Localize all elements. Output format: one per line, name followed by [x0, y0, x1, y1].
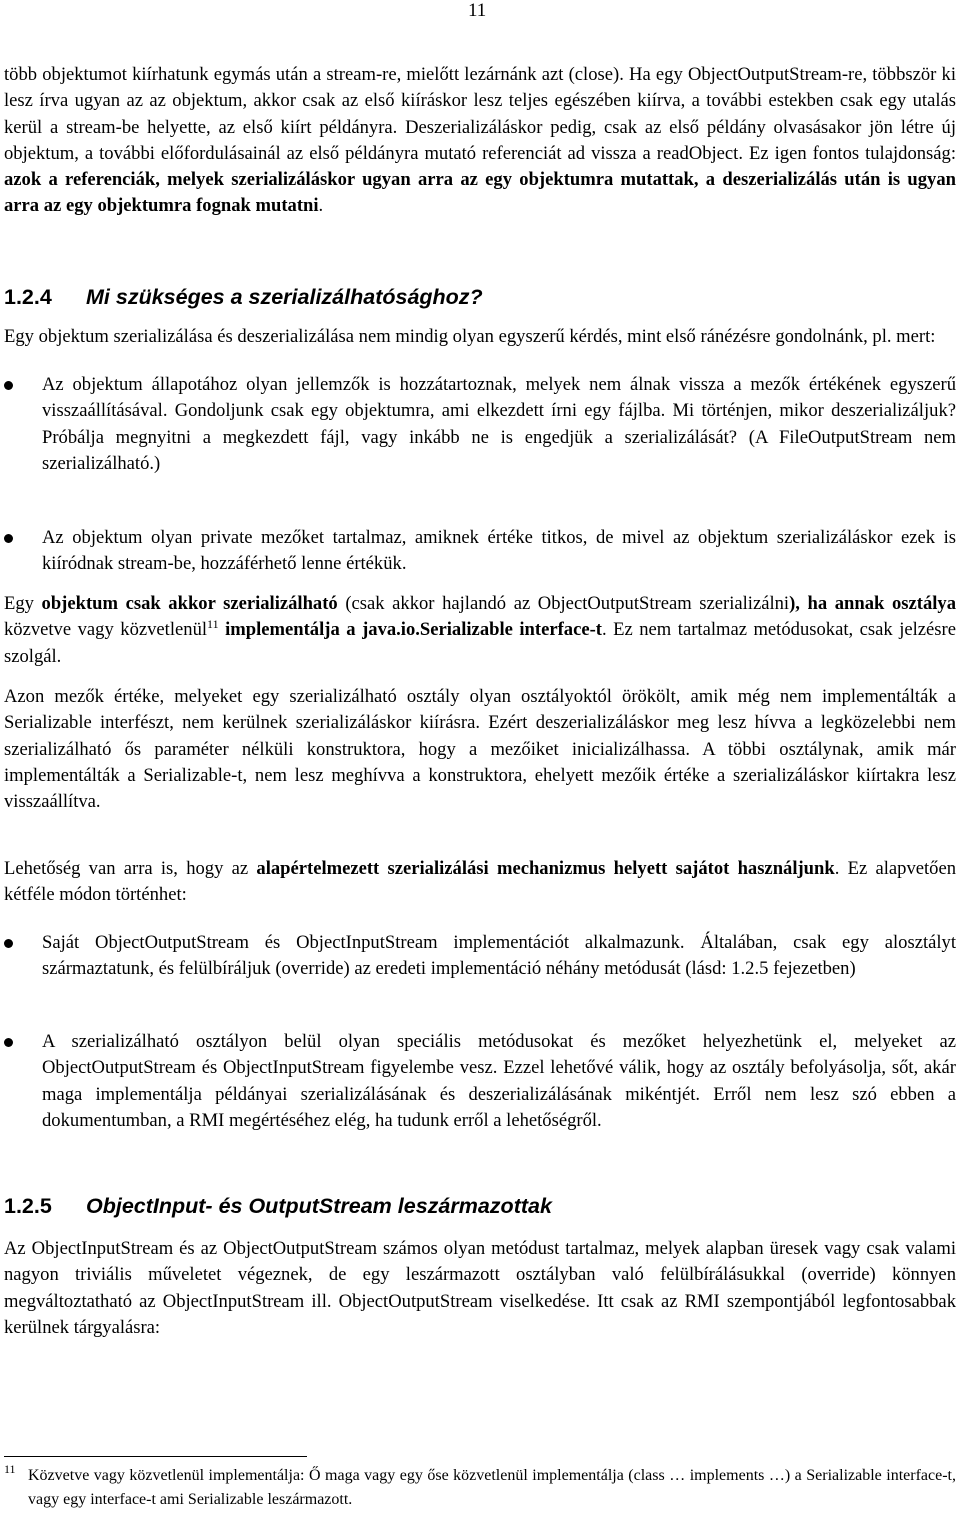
bullet-icon: [4, 939, 13, 948]
footnote-number: 11: [4, 1462, 16, 1476]
footnote-text: Közvetve vagy közvetlenül implementálja: Ő maga vagy egy őse közvetlenül implementálja (class … implements …) a Serializable interface-t, vagy egy interface-t ami Serializable leszármazott.: [28, 1467, 956, 1508]
bullet-text: Saját ObjectOutputStream és ObjectInputStream implementációt alkalmazunk. Általában, csak egy alosztályt származtatunk, és felülbíráljuk (override) az eredeti implementáció néhány metódusát (lásd: 1.2.5 fejezetben): [42, 932, 956, 980]
section-heading-1-2-4: [4, 284, 483, 310]
section-title: Mi szükséges a szerializálhatósághoz?: [86, 285, 483, 309]
bullet-text: Az objektum állapotához olyan jellemzők is hozzátartoznak, melyek nem álnak vissza a mezők értékének egyszerű visszaállításával. Gondoljunk csak egy objektumra, ami elkezdett írni egy fájlba. Mi történjen, mikor deszerializáljuk? Próbálja megnyitni a megkezdett fájl, vagy inkább ne is engedjük a szerializálását? (A FileOutputStream nem szerializálható.): [42, 374, 956, 474]
bullet-item: [4, 372, 956, 477]
paragraph-serializable-requirement: Egy objektum csak akkor szerializálható (csak akkor hajlandó az ObjectOutputStream szerializálni), ha annak osztálya közvetve vagy közvetlenül$^{11}$ implementálja a java.io.Serializable interface-t. Ez nem tartalmaz metódusokat, csak jelzésre szolgál.: [4, 593, 957, 667]
paragraph-custom-serialization: Lehetőség van arra is, hogy az alapértelmezett szerializálási mechanizmus helyett sajátot használjunk. Ez alapvetően kétféle módon történhet:: [4, 858, 957, 906]
bullet-text: A szerializálható osztályon belül olyan speciális metódusokat és mezőket helyezhetünk el, melyeket az ObjectOutputStream és ObjectInputStream figyelembe vesz. Ezzel lehetővé válik, hogy az osztály befolyásolja, sőt, akár maga implementálja példányai szerializálásának és deszerializálásának mikéntjét. Erről nem lesz szó ebben a dokumentumban, a RMI megértéséhez elég, ha tudunk erről a lehetőségről.: [42, 1031, 956, 1131]
page-number: 11: [468, 0, 487, 21]
bullet-item: [4, 1029, 956, 1134]
bullet-icon: [4, 534, 13, 543]
section-heading-1-2-5: [4, 1193, 552, 1219]
footnote-divider: [4, 1456, 307, 1457]
bullet-icon: [4, 381, 13, 390]
section-title: ObjectInput- és OutputStream leszármazottak: [86, 1194, 552, 1218]
bullet-item: [4, 930, 956, 983]
paragraph-intro: Egy objektum szerializálása és deszerializálása nem mindig olyan egyszerű kérdés, mint első ránézésre gondolnánk, pl. mert:: [4, 326, 936, 347]
bullet-icon: [4, 1038, 13, 1047]
paragraph-serialization-references: több objektumot kiírhatunk egymás után a stream-re, mielőtt lezárnánk azt (close). Ha egy ObjectOutputStream-re, többször ki lesz írva ugyan az az objektum, akkor csak az első kiíráskor lesz teljes egészében kiírva, a további estekben csak egy utalás kerül a stream-be helyette, az első kiírt példányra. Deszerializáláskor pedig, csak az első példány olvasásakor jön létre új objektum, a további előfordulásainál az első példányra mutató referenciát ad vissza a readObject. Ez igen fontos tulajdonság: azok a referenciák, melyek szerializáláskor ugyan arra az egy objektumra mutattak, a deszerializálás után is ugyan arra az egy objektumra fognak mutatni.: [4, 64, 956, 217]
bullet-item: [4, 525, 956, 578]
bullet-text: Az objektum olyan private mezőket tartalmaz, amiknek értéke titkos, de mivel az objektum szerializáláskor ezek is kiíródnak stream-be, hozzáférhető lenne értékük.: [42, 527, 956, 575]
paragraph-inherited-fields: Azon mezők értéke, melyeket egy szerializálható osztály olyan osztályoktól örökölt, amik még nem implementálták a Serializable interfészt, nem kerülnek szerializáláskor kiírásra. Ezért deszerializáláskor meg lesz hívva a legközelebbi nem szerializálható ős paraméter nélküli konstruktora, hogy a mezőiket inicializálhassa. A többi osztálynak, amik már implementálták a Serializable-t, nem lesz meghívva a konstruktora, ehelyett mezőik értéke a szerializáláskor kiírtakra lesz visszaállítva.: [4, 686, 956, 813]
paragraph-stream-subclasses: Az ObjectInputStream és az ObjectOutputStream számos olyan metódust tartalmaz, melyek alapban üresek vagy csak valami nagyon triviális műveletet végeznek, de egy leszármazott osztályban való felülbírálásukkal (override) könnyen megváltoztatható az ObjectInputStream ill. ObjectOutputStream viselkedése. Itt csak az RMI szempontjából legfontosabbak kerülnek tárgyalásra:: [4, 1238, 956, 1338]
footnote-reference: 11: [207, 617, 219, 632]
section-number: 1.2.5: [4, 1194, 52, 1218]
section-number: 1.2.4: [4, 285, 52, 309]
footnote: [4, 1464, 956, 1511]
